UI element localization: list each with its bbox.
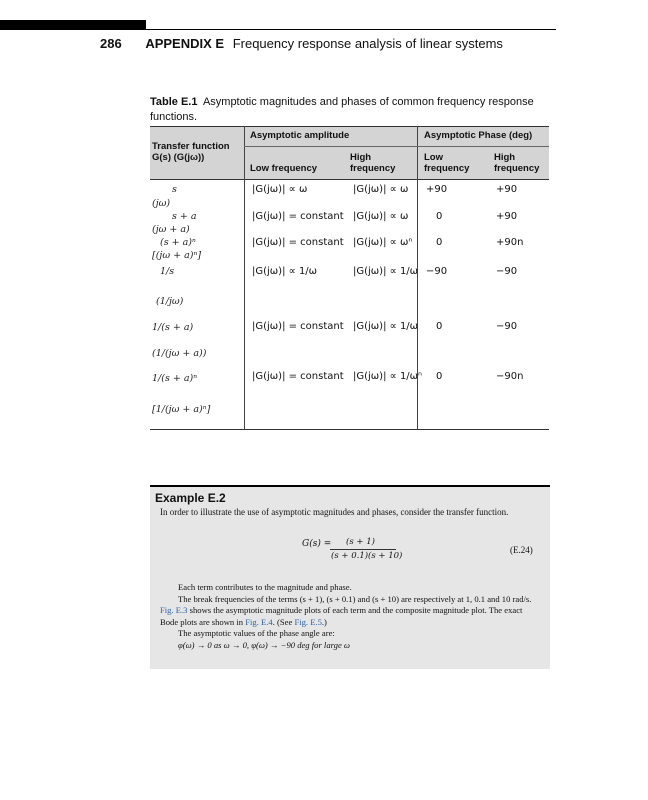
para4-text: φ(ω) → 0 as ω → 0, φ(ω) → −90 deg for large ω — [178, 639, 350, 650]
header-asymptotic-phase: Asymptotic Phase (deg) — [424, 130, 533, 141]
row3-phase-high: +90n — [496, 237, 524, 248]
row5-tf-s: 1/(s + a) — [152, 322, 194, 333]
row2-amp-high: |G(jω)| ∝ ω — [353, 211, 409, 222]
header-amp-high: High frequency — [350, 152, 396, 174]
fig-e3-link[interactable]: Fig. E.3 — [160, 605, 188, 616]
row6-phase-low: 0 — [436, 371, 443, 382]
asymptotic-table — [150, 126, 549, 429]
row5-phase-low: 0 — [436, 321, 443, 332]
row3-amp-low: |G(jω)| = constant — [252, 237, 344, 248]
row3-tf-jw: [(jω + a)ⁿ] — [152, 250, 202, 261]
row3-phase-low: 0 — [436, 237, 443, 248]
row5-amp-low: |G(jω)| = constant — [252, 321, 344, 332]
table-caption — [150, 95, 550, 125]
header-asymptotic-amplitude: Asymptotic amplitude — [250, 130, 350, 141]
row4-tf-s: 1/s — [160, 266, 175, 277]
example-title: Example E.2 — [155, 491, 226, 505]
row6-tf-jw: [1/(jω + a)ⁿ] — [152, 404, 211, 415]
example-para-1 — [160, 582, 538, 594]
row4-amp-high: |G(jω)| ∝ 1/ω — [353, 266, 419, 277]
equation-fraction-bar — [330, 549, 396, 550]
equation-numerator: (s + 1) — [346, 537, 375, 547]
para2-text-d: .) — [321, 616, 327, 627]
row6-amp-low: |G(jω)| = constant — [252, 371, 344, 382]
example-para-2 — [160, 594, 538, 629]
header-amp-low: Low frequency — [250, 163, 318, 174]
table-bottom-rule — [150, 429, 549, 430]
example-top-rule — [150, 485, 550, 487]
row3-amp-high: |G(jω)| ∝ ωⁿ — [353, 237, 413, 248]
example-para-4 — [160, 640, 538, 652]
equation-lhs: G(s) = — [302, 539, 332, 549]
example-para-3 — [160, 628, 538, 640]
header-phase-high: High frequency — [494, 152, 540, 174]
row5-tf-jw: (1/(jω + a)) — [152, 348, 207, 359]
row1-phase-high: +90 — [496, 184, 518, 195]
row5-amp-high: |G(jω)| ∝ 1/ω — [353, 321, 419, 332]
table-label: Table E.1 — [150, 96, 198, 108]
row1-tf-s: s — [172, 184, 177, 195]
chapter-title: Frequency response analysis of linear systems — [232, 36, 503, 51]
row1-amp-low: |G(jω)| ∝ ω — [252, 184, 308, 195]
row1-tf-jw: (jω) — [152, 198, 171, 209]
para1-text: Each term contributes to the magnitude and phase. — [178, 582, 352, 592]
appendix-label: APPENDIX E — [145, 36, 225, 51]
row2-tf-jw: (jω + a) — [152, 224, 190, 235]
row2-phase-high: +90 — [496, 211, 518, 222]
page-number: 286 — [100, 36, 122, 51]
equation-denominator: (s + 0.1)(s + 10) — [331, 551, 403, 561]
para3-text: The asymptotic values of the phase angle are: — [178, 628, 335, 639]
example-intro: In order to illustrate the use of asymptotic magnitudes and phases, consider the transfer function. — [160, 507, 509, 517]
row4-tf-jw: (1/jω) — [156, 296, 184, 307]
row2-tf-s: s + a — [172, 211, 197, 222]
running-header — [100, 36, 503, 51]
row6-phase-high: −90n — [496, 371, 524, 382]
header-group-rule — [244, 146, 549, 147]
col-divider-1 — [244, 126, 245, 429]
row2-phase-low: 0 — [436, 211, 443, 222]
row3-tf-s: (s + a)ⁿ — [160, 237, 196, 248]
row6-amp-high: |G(jω)| ∝ 1/ωⁿ — [353, 371, 423, 382]
table-header-rule — [150, 179, 549, 180]
table-caption-text: Asymptotic magnitudes and phases of common frequency response functions. — [150, 96, 534, 123]
para2-text-b: shows the asymptotic magnitude plots of each term and the composite magnitude plot. The exact Bode plots are shown in — [160, 605, 523, 627]
table-top-rule — [150, 126, 549, 127]
para2-text-a: The break frequencies of the terms (s + 1), (s + 0.1) and (s + 10) are respectively at 1, 0.1 and 10 rad/s. — [178, 593, 532, 604]
example-body — [160, 582, 538, 652]
header-transfer-function: Transfer function G(s) (G(jω)) — [152, 141, 230, 163]
row1-amp-high: |G(jω)| ∝ ω — [353, 184, 409, 195]
header-rule-bar — [0, 20, 146, 30]
equation-number: (E.24) — [510, 545, 533, 555]
row4-phase-low: −90 — [426, 266, 448, 277]
header-rule-line — [146, 29, 556, 30]
row1-phase-low: +90 — [426, 184, 448, 195]
row4-amp-low: |G(jω)| ∝ 1/ω — [252, 266, 318, 277]
row5-phase-high: −90 — [496, 321, 518, 332]
row2-amp-low: |G(jω)| = constant — [252, 211, 344, 222]
fig-e5-link[interactable]: Fig. E.5 — [294, 616, 322, 627]
col-divider-2 — [417, 126, 418, 429]
row6-tf-s: 1/(s + a)ⁿ — [152, 373, 198, 384]
para2-text-c: . (See — [272, 616, 293, 627]
header-phase-low: Low frequency — [424, 152, 470, 174]
row4-phase-high: −90 — [496, 266, 518, 277]
fig-e4-link[interactable]: Fig. E.4 — [245, 616, 273, 627]
